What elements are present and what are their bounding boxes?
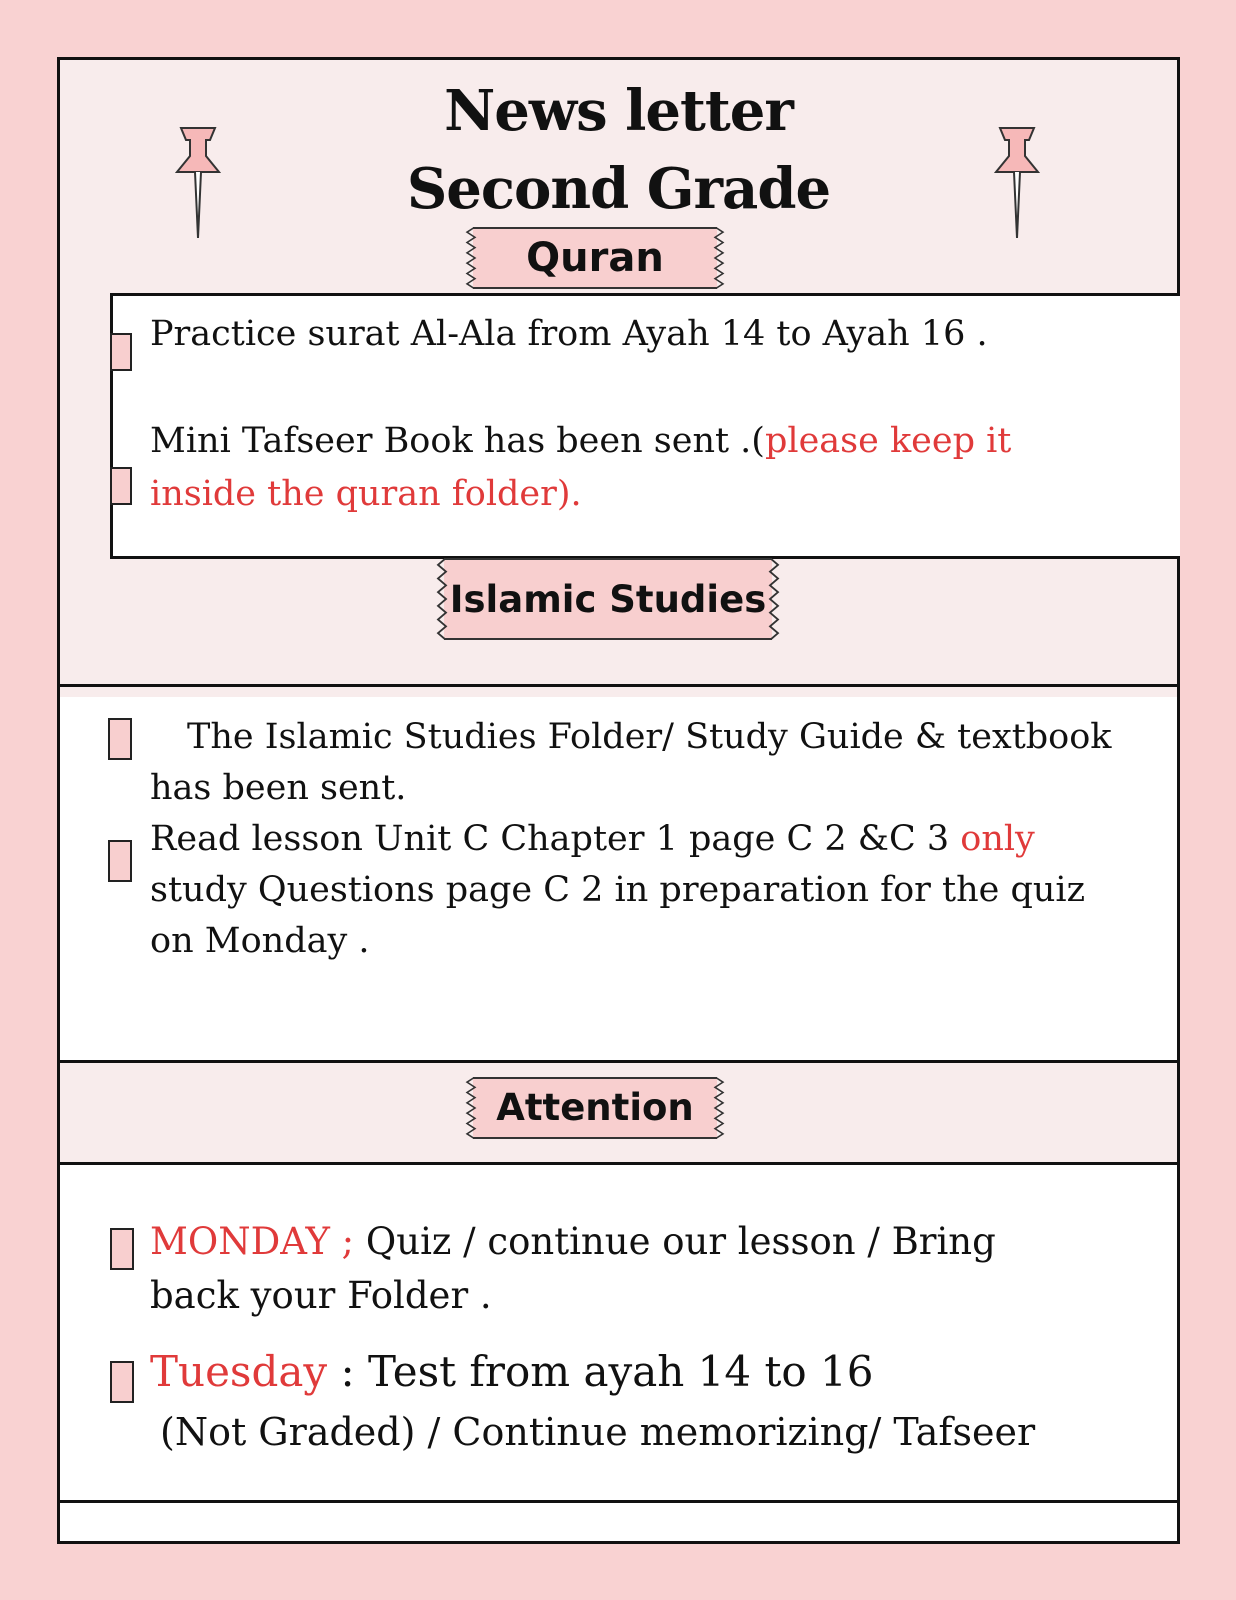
zigzag-edge-icon xyxy=(713,1077,725,1139)
islamic-item-2-text: Read lesson Unit C Chapter 1 page C 2 &C 3 xyxy=(150,819,961,859)
quran-heading-tape xyxy=(473,227,717,289)
bottom-divider xyxy=(60,1500,1177,1503)
checkbox-islamic-2[interactable] xyxy=(108,840,132,882)
checkbox-quran-1[interactable] xyxy=(110,333,132,371)
title-line2: Second Grade xyxy=(406,156,831,222)
quran-item-1: Practice surat Al-Ala from Ayah 14 to Ayah 16 . xyxy=(150,314,988,354)
checkbox-islamic-1[interactable] xyxy=(108,718,132,760)
islamic-studies-heading-tape xyxy=(444,558,772,640)
zigzag-edge-icon xyxy=(713,227,725,289)
tuesday-text: : Test from ayah 14 to 16 xyxy=(327,1347,874,1396)
monday-line2: back your Folder . xyxy=(150,1274,492,1317)
pushpin-left-icon xyxy=(173,126,223,242)
islamic-item-2-line3: on Monday . xyxy=(150,921,370,961)
quran-item-2-line1 xyxy=(150,415,1011,467)
attention-heading-tape xyxy=(473,1077,717,1139)
zigzag-edge-icon xyxy=(465,227,477,289)
checkbox-tuesday[interactable] xyxy=(110,1361,134,1403)
quran-item-2-red-1: please keep it xyxy=(764,421,1012,461)
islamic-item-2-line2: study Questions page C 2 in preparation for the quiz xyxy=(150,870,1086,910)
monday-line1 xyxy=(150,1216,996,1268)
islamic-item-2-line1 xyxy=(150,813,1035,865)
islamic-item-1-line1: The Islamic Studies Folder/ Study Guide & textbook xyxy=(187,717,1112,757)
islamic-item-2-red: only xyxy=(960,819,1035,859)
monday-label: MONDAY ; xyxy=(150,1220,355,1263)
quran-item-2-line2: inside the quran folder). xyxy=(150,474,582,514)
quran-heading: Quran xyxy=(526,235,664,281)
divider xyxy=(60,684,1177,687)
zigzag-edge-icon xyxy=(768,558,780,640)
islamic-studies-heading: Islamic Studies xyxy=(449,578,767,621)
islamic-item-1-line2: has been sent. xyxy=(150,768,407,808)
tuesday-line1 xyxy=(150,1346,873,1398)
monday-text: Quiz / continue our lesson / Bring xyxy=(354,1220,996,1263)
title-line1: News letter xyxy=(444,78,793,144)
attention-heading: Attention xyxy=(496,1086,694,1129)
newsletter-page xyxy=(57,57,1180,1544)
checkbox-monday[interactable] xyxy=(110,1228,134,1270)
zigzag-edge-icon xyxy=(436,558,448,640)
pushpin-right-icon xyxy=(992,126,1042,242)
zigzag-edge-icon xyxy=(465,1077,477,1139)
tuesday-label: Tuesday xyxy=(150,1347,328,1396)
checkbox-quran-2[interactable] xyxy=(110,467,132,505)
quran-item-2-text: Mini Tafseer Book has been sent .( xyxy=(150,421,765,461)
tuesday-line2: (Not Graded) / Continue memorizing/ Tafseer xyxy=(160,1410,1036,1454)
